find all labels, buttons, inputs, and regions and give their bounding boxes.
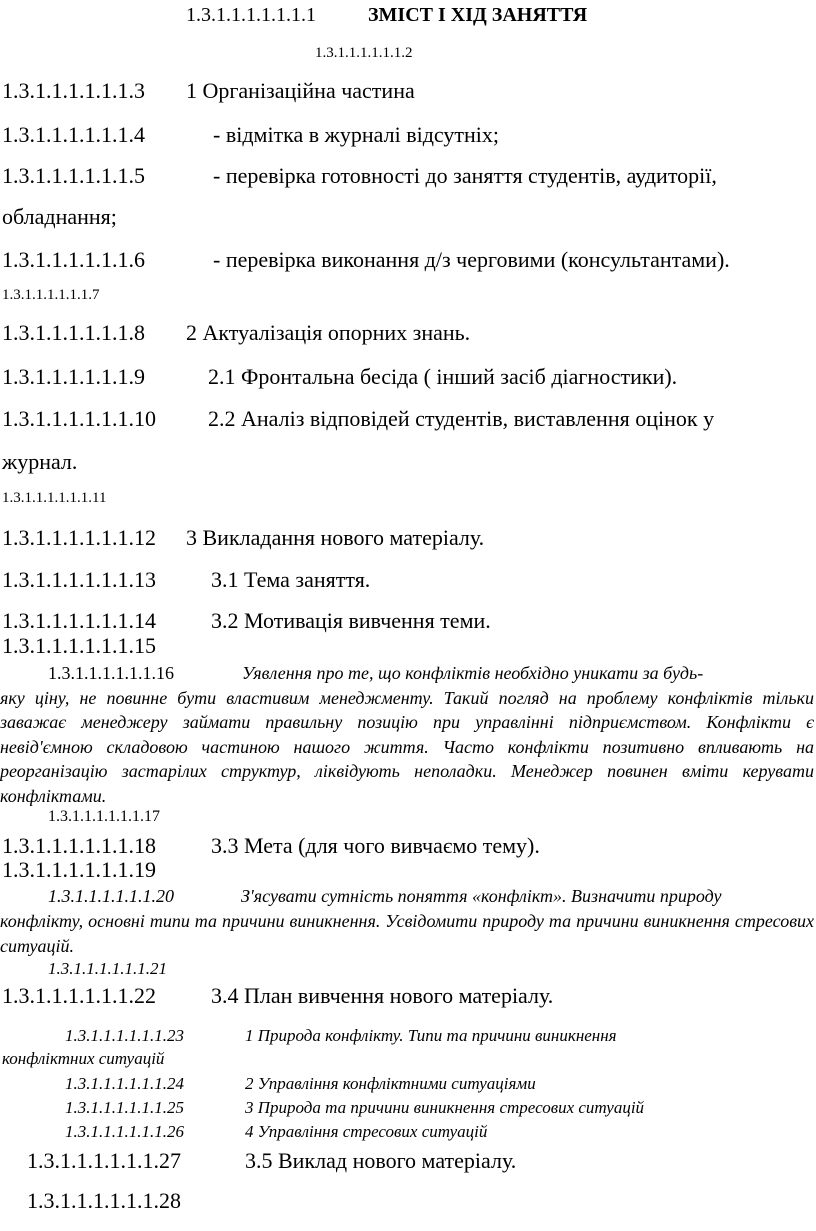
line-number: 1.3.1.1.1.1.1.1.18 xyxy=(2,833,156,858)
line-number: 1.3.1.1.1.1.1.1.26 xyxy=(65,1122,184,1141)
line-number: 1.3.1.1.1.1.1.1.19 xyxy=(2,857,156,882)
list-item: 2.2 Аналіз відповідей студентів, виставлення оцінок у xyxy=(208,406,715,431)
line-number: 1.3.1.1.1.1.1.1.5 xyxy=(2,163,145,188)
list-item: - відмітка в журналі відсутніх; xyxy=(213,122,499,147)
line-number: 1.3.1.1.1.1.1.1.28 xyxy=(27,1188,181,1213)
list-item: 3.5 Виклад нового матеріалу. xyxy=(245,1148,517,1173)
line-number: 1.3.1.1.1.1.1.1.7 xyxy=(2,287,100,303)
line-number: 1.3.1.1.1.1.1.1.3 xyxy=(2,78,145,103)
paragraph-body: яку ціну, не повинне бути властивим менеджменту. Такий погляд на проблему конфліктів тільки заважає менеджеру займати правильну позицію при управлінні підприємством. Конфлікти є невід'ємною складовою частиною нашого життя. Часто конфлікти позитивно впливають на реорганізацію застарілих структур, ліквідують неполадки. Менеджер повинен вміти керувати конфліктами. xyxy=(0,687,814,806)
line-number: 1.3.1.1.1.1.1.1.27 xyxy=(27,1148,181,1173)
line-number: 1.3.1.1.1.1.1.1.20 xyxy=(48,886,174,906)
line-number: 1.3.1.1.1.1.1.1.16 xyxy=(48,663,174,683)
line-number: 1.3.1.1.1.1.1.1.15 xyxy=(2,633,156,658)
list-item: - перевірка готовності до заняття студентів, аудиторії, xyxy=(213,163,717,188)
line-number: 1.3.1.1.1.1.1.1.23 xyxy=(65,1026,184,1045)
line-number: 1.3.1.1.1.1.1.1.22 xyxy=(2,983,156,1008)
list-item: 3.1 Тема заняття. xyxy=(211,567,371,592)
list-item: 3.4 План вивчення нового матеріалу. xyxy=(211,983,554,1008)
goal-paragraph xyxy=(0,884,814,959)
line-number: 1.3.1.1.1.1.1.1.13 xyxy=(2,567,156,592)
list-item-continuation: обладнання; xyxy=(2,204,117,229)
list-item: - перевірка виконання д/з черговими (консультантами). xyxy=(213,247,730,272)
paragraph-first-line: З'ясувати сутність поняття «конфлікт». Визначити природу xyxy=(241,886,722,906)
section-heading: 2 Актуалізація опорних знань. xyxy=(186,320,471,345)
motivation-paragraph xyxy=(0,661,814,808)
plan-item: 4 Управління стресових ситуацій xyxy=(245,1122,488,1141)
section-heading: 1 Організаційна частина xyxy=(186,78,415,103)
line-number: 1.3.1.1.1.1.1.1.24 xyxy=(65,1074,184,1093)
list-item-continuation: журнал. xyxy=(2,449,78,474)
heading-number: 1.3.1.1.1.1.1.1.1 xyxy=(186,4,316,26)
list-item: 2.1 Фронтальна бесіда ( інший засіб діагностики). xyxy=(208,364,678,389)
section-heading: 3 Викладання нового матеріалу. xyxy=(186,525,485,550)
plan-item: 2 Управління конфліктними ситуаціями xyxy=(245,1074,536,1093)
paragraph-first-line: Уявлення про те, що конфліктів необхідно уникати за будь- xyxy=(242,663,704,683)
line-number: 1.3.1.1.1.1.1.1.8 xyxy=(2,320,145,345)
plan-item: 3 Природа та причини виникнення стресових ситуацій xyxy=(245,1098,645,1117)
line-number: 1.3.1.1.1.1.1.1.9 xyxy=(2,364,145,389)
line-number: 1.3.1.1.1.1.1.1.6 xyxy=(2,247,145,272)
line-number: 1.3.1.1.1.1.1.1.2 xyxy=(315,45,413,61)
line-number: 1.3.1.1.1.1.1.1.4 xyxy=(2,122,145,147)
line-number: 1.3.1.1.1.1.1.1.10 xyxy=(2,406,156,431)
line-number: 1.3.1.1.1.1.1.1.11 xyxy=(2,490,107,506)
line-number: 1.3.1.1.1.1.1.1.12 xyxy=(2,525,156,550)
list-item: 3.2 Мотивація вивчення теми. xyxy=(211,608,491,633)
line-number: 1.3.1.1.1.1.1.1.25 xyxy=(65,1098,184,1117)
paragraph-body: конфлікту, основні типи та причини виникнення. Усвідомити природу та причини виникнення стресових ситуацій. xyxy=(0,911,814,956)
line-number: 1.3.1.1.1.1.1.1.14 xyxy=(2,608,156,633)
line-number: 1.3.1.1.1.1.1.1.17 xyxy=(48,808,160,825)
heading-title: ЗМІСТ І ХІД ЗАНЯТТЯ xyxy=(368,4,588,26)
line-number: 1.3.1.1.1.1.1.1.21 xyxy=(48,959,167,978)
plan-item-continuation: конфліктних ситуацій xyxy=(2,1049,165,1068)
list-item: 3.3 Мета (для чого вивчаємо тему). xyxy=(211,833,540,858)
plan-item: 1 Природа конфлікту. Типи та причини виникнення xyxy=(245,1026,617,1045)
